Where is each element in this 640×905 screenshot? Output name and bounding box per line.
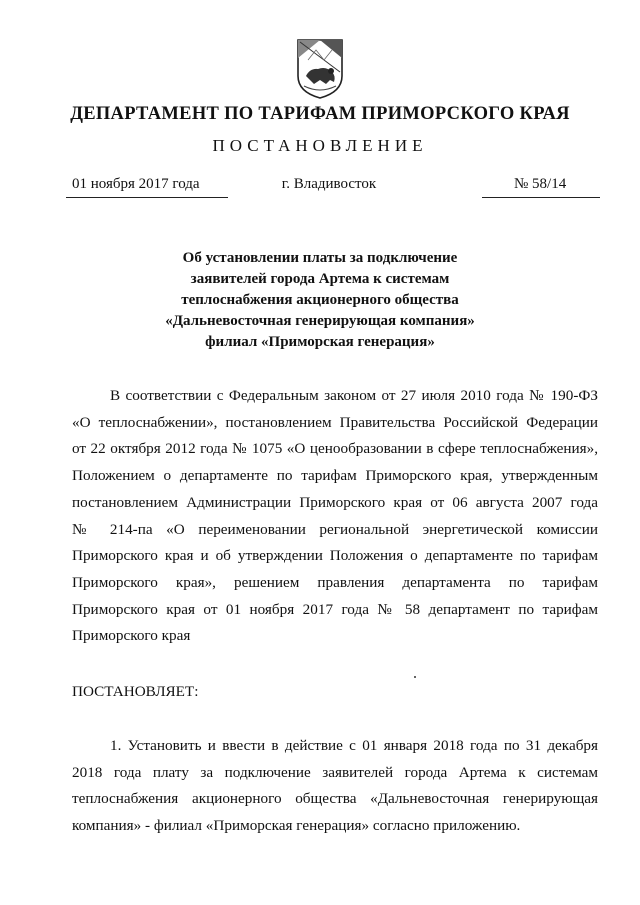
preamble-line: от 22 октября 2012 года № 1075 «О ценообразовании в сфере теплоснабжения», [72,440,598,458]
clause-1 [72,733,598,840]
clause-line: 2018 года плату за подключение заявителей города Артема к системам [72,763,598,781]
subject-line: Об установлении платы за подключение [182,250,458,266]
number-underline [482,197,600,198]
coat-of-arms-icon [296,36,344,100]
subject-line: заявителей города Артема к системам [190,271,450,287]
subject-line: филиал «Приморская генерация» [205,334,435,350]
subject-line: теплоснабжения акционерного общества [181,292,459,308]
clause-line: 1. Установить и ввести в действие с 01 января 2018 года по 31 декабря [110,737,598,754]
document-number: № 58/14 [514,176,567,192]
preamble-line: «О теплоснабжении», постановлением Правительства Российской Федерации [72,413,598,431]
scan-speck [414,676,416,678]
resolve-heading: ПОСТАНОВЛЯЕТ: [72,683,199,700]
clause-line: теплоснабжения акционерного общества «Дальневосточная генерирующая [72,790,598,808]
preamble-line: Приморского края и об утверждении Положения о департаменте по тарифам [72,547,598,565]
department-title: ДЕПАРТАМЕНТ ПО ТАРИФАМ ПРИМОРСКОГО КРАЯ [70,104,570,124]
subject-line: «Дальневосточная генерирующая компания» [165,313,475,329]
preamble-line: Приморского края», решением правления департамента по тарифам [72,573,598,591]
clause-line: компания» - филиал «Приморская генерация» согласно приложению. [72,817,521,835]
preamble-line: Приморского края от 01 ноября 2017 года № 58 департамент по тарифам [72,600,598,618]
preamble-line: № 214-па «О переименовании региональной энергетической комиссии [72,520,598,538]
preamble-paragraph [72,383,598,650]
document-date: 01 ноября 2017 года [72,176,200,192]
preamble-line: В соответствии с Федеральным законом от 27 июля 2010 года № 190-ФЗ [110,387,598,404]
document-type: ПОСТАНОВЛЕНИЕ [212,136,428,155]
preamble-line: постановлением Администрации Приморского края от 06 августа 2007 года [72,493,598,511]
document-city: г. Владивосток [281,176,377,192]
preamble-line: Приморского края [72,627,191,645]
document-subject [130,248,510,353]
preamble-line: Положением о департаменте по тарифам Приморского края, утвержденным [72,467,598,485]
date-underline [66,197,228,198]
